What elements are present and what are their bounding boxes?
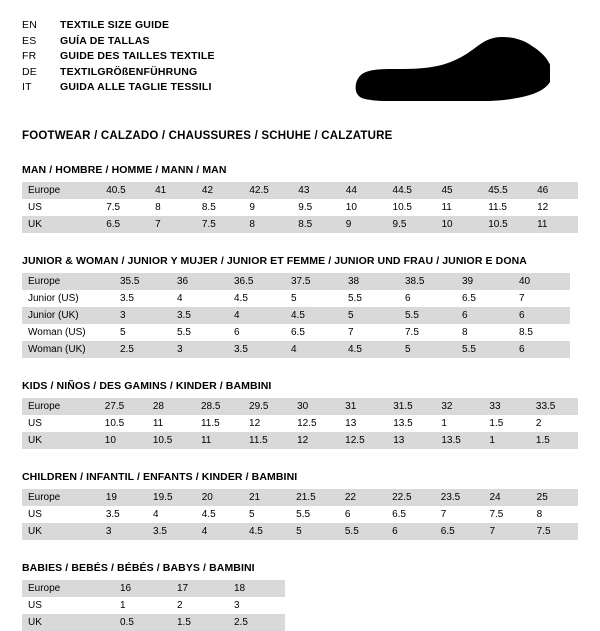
size-table <box>22 489 578 540</box>
row-label: UK <box>22 216 100 233</box>
size-cell: 13 <box>345 418 357 429</box>
size-cell: 4 <box>177 293 183 304</box>
size-section <box>22 471 578 540</box>
size-cell: 35.5 <box>114 273 171 290</box>
size-cell: 7.5 <box>489 509 504 520</box>
size-cell: 7 <box>483 523 530 540</box>
row-label: US <box>28 202 42 213</box>
size-cell: 36 <box>171 273 228 290</box>
size-cell: 3 <box>100 523 147 540</box>
size-cell: 12 <box>537 202 549 213</box>
section-title: JUNIOR & WOMAN / JUNIOR Y MUJER / JUNIOR ET FEMME / JUNIOR UND FRAU / JUNIOR E DONA <box>22 255 527 267</box>
size-cell: 38.5 <box>399 273 456 290</box>
size-cell: 6.5 <box>392 509 406 520</box>
language-code: ES <box>22 34 37 47</box>
section-title: MAN / HOMBRE / HOMME / MANN / MAN <box>22 164 227 176</box>
size-cell: 13.5 <box>393 418 413 429</box>
table-row <box>22 199 578 216</box>
row-label: UK <box>22 523 100 540</box>
size-cell: 7 <box>149 216 196 233</box>
size-cell: 32 <box>435 398 483 415</box>
size-cell: 10.5 <box>104 418 125 429</box>
size-table <box>22 182 578 233</box>
size-cell: 24 <box>483 489 530 506</box>
size-cell: 9.5 <box>387 216 436 233</box>
size-cell: 7 <box>519 293 525 304</box>
size-cell: 11.5 <box>200 418 220 429</box>
row-label: Woman (UK) <box>22 341 114 358</box>
size-cell: 25 <box>531 489 578 506</box>
size-cell: 33 <box>483 398 530 415</box>
size-cell: 5 <box>291 293 297 304</box>
size-cell: 16 <box>114 580 171 597</box>
row-label: UK <box>22 614 114 631</box>
size-cell: 5.5 <box>296 509 311 520</box>
size-section <box>22 562 578 631</box>
table-row <box>22 307 570 324</box>
size-cell: 42.5 <box>243 182 292 199</box>
size-cell: 19 <box>100 489 147 506</box>
size-cell: 7 <box>348 327 354 338</box>
size-cell: 8 <box>155 202 161 213</box>
size-cell: 4 <box>285 341 342 358</box>
language-row <box>22 65 215 81</box>
table-row <box>22 580 285 597</box>
size-cell: 8.5 <box>519 327 533 338</box>
table-row <box>22 523 578 540</box>
size-cell: 6 <box>344 509 351 520</box>
section-title: BABIES / BEBÉS / BÉBÉS / BABYS / BAMBINI <box>22 562 255 574</box>
size-cell: 11 <box>195 432 243 449</box>
size-cell: 12 <box>291 432 339 449</box>
size-cell: 10 <box>99 432 147 449</box>
size-cell: 1.5 <box>530 432 578 449</box>
section-title: KIDS / NIÑOS / DES GAMINS / KINDER / BAMBINI <box>22 380 272 392</box>
size-cell: 2.5 <box>228 614 285 631</box>
language-code: IT <box>22 81 32 94</box>
size-cell: 1 <box>120 600 126 611</box>
size-tables <box>22 164 578 631</box>
table-row <box>22 432 578 449</box>
size-cell: 1.5 <box>171 614 228 631</box>
language-code: DE <box>22 65 37 78</box>
size-cell: 29.5 <box>243 398 291 415</box>
size-cell: 6 <box>513 307 570 324</box>
dress-shoe-icon <box>350 30 550 114</box>
size-cell: 6 <box>513 341 570 358</box>
row-label: Junior (US) <box>28 293 79 304</box>
size-cell: 11 <box>531 216 578 233</box>
size-cell: 5 <box>342 307 399 324</box>
language-title: GUIDE DES TAILLES TEXTILE <box>60 50 215 63</box>
size-cell: 9 <box>340 216 387 233</box>
footwear-category-line: FOOTWEAR / CALZADO / CHAUSSURES / SCHUHE / CALZATURE <box>22 130 393 142</box>
size-cell: 22.5 <box>386 489 435 506</box>
size-cell: 8.5 <box>201 202 216 213</box>
size-cell: 1.5 <box>489 418 504 429</box>
table-row <box>22 273 570 290</box>
size-cell: 44.5 <box>387 182 436 199</box>
size-cell: 3.5 <box>171 307 228 324</box>
size-section <box>22 380 578 449</box>
size-cell: 5.5 <box>177 327 191 338</box>
size-cell: 8 <box>243 216 292 233</box>
size-cell: 3.5 <box>120 293 134 304</box>
row-label: Europe <box>22 398 99 415</box>
section-title: CHILDREN / INFANTIL / ENFANTS / KINDER / BAMBINI <box>22 471 298 483</box>
language-title: TEXTILE SIZE GUIDE <box>60 19 170 31</box>
size-cell: 13.5 <box>435 432 483 449</box>
size-cell: 7.5 <box>196 216 243 233</box>
language-code: FR <box>22 50 37 63</box>
size-cell: 4 <box>196 523 243 540</box>
size-cell: 23.5 <box>435 489 484 506</box>
size-cell: 38 <box>342 273 399 290</box>
size-cell: 12.5 <box>297 418 317 429</box>
size-cell: 8 <box>536 509 543 520</box>
size-cell: 44 <box>340 182 387 199</box>
size-cell: 2 <box>535 418 542 429</box>
table-row <box>22 341 570 358</box>
size-cell: 40 <box>513 273 570 290</box>
size-cell: 6.5 <box>462 293 476 304</box>
table-row <box>22 614 285 631</box>
size-cell: 8 <box>462 327 468 338</box>
size-cell: 1 <box>441 418 447 429</box>
size-cell: 9 <box>249 202 255 213</box>
size-cell: 45.5 <box>482 182 531 199</box>
size-cell: 11 <box>152 418 164 429</box>
row-label: US <box>28 600 42 611</box>
size-cell: 31 <box>339 398 387 415</box>
size-cell: 6.5 <box>291 327 305 338</box>
size-cell: 5 <box>290 523 339 540</box>
size-cell: 46 <box>531 182 578 199</box>
size-cell: 45 <box>435 182 482 199</box>
size-table <box>22 398 578 449</box>
language-row <box>22 18 215 34</box>
size-cell: 27.5 <box>99 398 147 415</box>
size-section <box>22 164 578 233</box>
size-cell: 28.5 <box>195 398 243 415</box>
size-cell: 12 <box>249 418 261 429</box>
language-title: TEXTILGRÖßENFÜHRUNG <box>60 65 198 78</box>
size-cell: 4 <box>228 307 285 324</box>
language-row <box>22 80 215 96</box>
table-row <box>22 415 578 432</box>
size-cell: 6 <box>234 327 240 338</box>
size-cell: 2.5 <box>114 341 171 358</box>
size-cell: 3 <box>171 341 228 358</box>
size-cell: 10.5 <box>147 432 195 449</box>
size-cell: 41 <box>149 182 196 199</box>
size-cell: 17 <box>171 580 228 597</box>
size-cell: 4.5 <box>342 341 399 358</box>
size-section <box>22 255 578 358</box>
size-cell: 7.5 <box>106 202 121 213</box>
size-cell: 40.5 <box>100 182 149 199</box>
language-row <box>22 49 215 65</box>
size-cell: 6.5 <box>100 216 149 233</box>
size-cell: 3.5 <box>147 523 196 540</box>
size-cell: 30 <box>291 398 339 415</box>
size-cell: 5.5 <box>339 523 386 540</box>
size-cell: 4.5 <box>201 509 216 520</box>
size-cell: 4.5 <box>243 523 290 540</box>
size-cell: 5.5 <box>348 293 362 304</box>
size-cell: 3.5 <box>228 341 285 358</box>
language-title: GUIDA ALLE TAGLIE TESSILI <box>60 81 212 94</box>
size-cell: 5.5 <box>456 341 513 358</box>
row-label: UK <box>22 432 99 449</box>
size-cell: 36.5 <box>228 273 285 290</box>
size-cell: 12.5 <box>339 432 387 449</box>
size-cell: 0.5 <box>114 614 171 631</box>
row-label: Europe <box>22 580 114 597</box>
row-label: Europe <box>22 489 100 506</box>
size-cell: 43 <box>292 182 339 199</box>
document-header <box>22 18 578 114</box>
language-code: EN <box>22 19 37 31</box>
size-cell: 1 <box>483 432 530 449</box>
size-cell: 5 <box>248 509 255 520</box>
table-row <box>22 216 578 233</box>
size-cell: 37.5 <box>285 273 342 290</box>
table-row <box>22 398 578 415</box>
size-cell: 18 <box>228 580 285 597</box>
size-cell: 10 <box>345 202 357 213</box>
row-label: Junior (UK) <box>22 307 114 324</box>
size-cell: 10.5 <box>392 202 412 213</box>
table-row <box>22 324 570 341</box>
size-cell: 5.5 <box>399 307 456 324</box>
size-cell: 6 <box>386 523 435 540</box>
size-cell: 22 <box>339 489 386 506</box>
size-cell: 7.5 <box>531 523 578 540</box>
row-label: Woman (US) <box>28 327 86 338</box>
size-cell: 11 <box>441 202 452 213</box>
row-label: Europe <box>22 182 100 199</box>
row-label: Europe <box>22 273 114 290</box>
size-cell: 3 <box>114 307 171 324</box>
size-cell: 6 <box>456 307 513 324</box>
size-cell: 31.5 <box>387 398 435 415</box>
size-cell: 9.5 <box>298 202 313 213</box>
size-cell: 11.5 <box>488 202 507 213</box>
size-cell: 6 <box>405 293 411 304</box>
row-label: US <box>28 509 42 520</box>
language-title-list <box>22 18 215 96</box>
size-cell: 13 <box>387 432 435 449</box>
size-cell: 21 <box>243 489 290 506</box>
size-table <box>22 580 285 631</box>
size-cell: 6.5 <box>435 523 484 540</box>
size-cell: 39 <box>456 273 513 290</box>
size-cell: 7.5 <box>405 327 419 338</box>
table-row <box>22 489 578 506</box>
language-row <box>22 34 215 50</box>
size-cell: 4.5 <box>234 293 248 304</box>
size-cell: 33.5 <box>530 398 578 415</box>
size-cell: 21.5 <box>290 489 339 506</box>
language-title: GUÍA DE TALLAS <box>60 34 150 47</box>
size-cell: 11.5 <box>243 432 291 449</box>
size-cell: 8.5 <box>292 216 339 233</box>
size-cell: 20 <box>196 489 243 506</box>
table-row <box>22 506 578 523</box>
size-cell: 28 <box>147 398 195 415</box>
table-row <box>22 290 570 307</box>
size-cell: 7 <box>440 509 447 520</box>
size-table <box>22 273 570 358</box>
size-cell: 4 <box>153 509 159 520</box>
size-cell: 5 <box>399 341 456 358</box>
size-cell: 10 <box>435 216 482 233</box>
size-cell: 10.5 <box>482 216 531 233</box>
size-cell: 19.5 <box>147 489 196 506</box>
size-cell: 4.5 <box>285 307 342 324</box>
size-cell: 5 <box>120 327 126 338</box>
size-cell: 2 <box>177 600 183 611</box>
size-cell: 3 <box>234 600 240 611</box>
size-cell: 3.5 <box>105 509 120 520</box>
table-row <box>22 182 578 199</box>
size-cell: 42 <box>196 182 243 199</box>
row-label: US <box>28 418 42 429</box>
